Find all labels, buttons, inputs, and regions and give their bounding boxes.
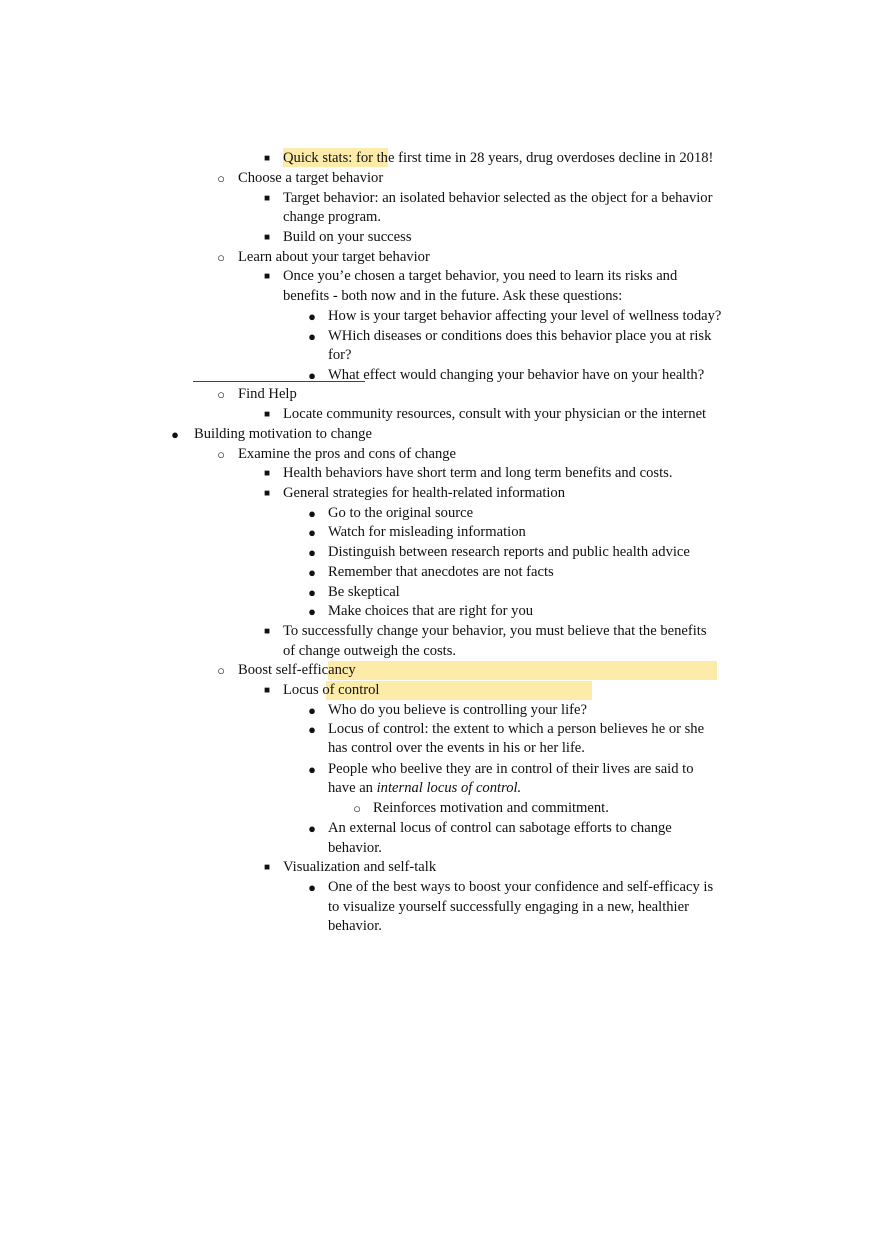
text-line: behavior. (328, 840, 382, 856)
text-line: Health behaviors have short term and long term benefits and costs. (283, 465, 673, 481)
text-line: Boost self-efficancy (238, 662, 356, 678)
text-line: Choose a target behavior (238, 170, 384, 186)
square-bullet-icon: ■ (263, 271, 271, 282)
text-line: Locus of control (283, 682, 380, 698)
circle-bullet-icon: ○ (217, 447, 225, 462)
text-line: Distinguish between research reports and public health advice (328, 544, 690, 560)
circle-bullet-icon: ○ (353, 801, 361, 816)
text-line: Build on your success (283, 229, 412, 245)
text-span: have an (328, 780, 377, 796)
circle-bullet-icon: ○ (217, 663, 225, 678)
italic-term: internal locus of control. (376, 780, 522, 796)
text-line: change program. (283, 209, 382, 225)
text-line: One of the best ways to boost your confidence and self-efficacy is (328, 879, 714, 895)
dot-bullet-icon: ● (308, 309, 316, 324)
text-line: Locus of control: the extent to which a person believes he or she (328, 721, 705, 737)
square-bullet-icon: ■ (263, 468, 271, 479)
text-line: benefits - both now and in the future. Ask these questions: (283, 288, 623, 304)
dot-bullet-icon: ● (308, 722, 316, 737)
text-line: People who beelive they are in control of their lives are said to (328, 761, 694, 777)
dot-bullet-icon: ● (308, 762, 316, 777)
dot-bullet-icon: ● (308, 565, 316, 580)
square-bullet-icon: ■ (263, 153, 271, 164)
text-line: Be skeptical (328, 584, 400, 600)
text-line: WHich diseases or conditions does this behavior place you at risk (328, 328, 712, 344)
text-line: Find Help (238, 386, 297, 402)
square-bullet-icon: ■ (263, 862, 271, 873)
text-line: What effect would changing your behavior have on your health? (328, 367, 705, 383)
text-line: Quick stats: for the first time in 28 years, drug overdoses decline in 2018! (283, 150, 714, 166)
square-bullet-icon: ■ (263, 232, 271, 243)
square-bullet-icon: ■ (263, 488, 271, 499)
text-line (328, 779, 521, 799)
text-line: Watch for misleading information (328, 524, 526, 540)
text-line: Who do you believe is controlling your life? (328, 702, 587, 718)
square-bullet-icon: ■ (263, 685, 271, 696)
dot-bullet-icon: ● (308, 880, 316, 895)
dot-bullet-icon: ● (308, 368, 316, 383)
circle-bullet-icon: ○ (217, 171, 225, 186)
text-line: for? (328, 347, 352, 363)
dot-bullet-icon: ● (308, 821, 316, 836)
text-line: to visualize yourself successfully engaging in a new, healthier (328, 899, 689, 915)
text-line: Examine the pros and cons of change (238, 446, 457, 462)
text-line: Go to the original source (328, 505, 474, 521)
dot-bullet-icon: ● (308, 329, 316, 344)
dot-bullet-icon: ● (308, 604, 316, 619)
highlight-self-efficancy (328, 661, 717, 680)
dot-bullet-icon: ● (171, 427, 179, 442)
text-line: behavior. (328, 918, 382, 934)
text-line: Learn about your target behavior (238, 249, 430, 265)
dot-bullet-icon: ● (308, 585, 316, 600)
square-bullet-icon: ■ (263, 409, 271, 420)
text-line: Visualization and self-talk (283, 859, 437, 875)
circle-bullet-icon: ○ (217, 250, 225, 265)
text-line: Once you’e chosen a target behavior, you need to learn its risks and (283, 268, 678, 284)
text-line: How is your target behavior affecting your level of wellness today? (328, 308, 722, 324)
text-line: of change outweigh the costs. (283, 643, 457, 659)
text-line: has control over the events in his or her life. (328, 740, 585, 756)
text-line: Target behavior: an isolated behavior selected as the object for a behavior (283, 190, 713, 206)
text-line: Locate community resources, consult with your physician or the internet (283, 406, 707, 422)
text-line: Building motivation to change (194, 426, 372, 442)
square-bullet-icon: ■ (263, 626, 271, 637)
dot-bullet-icon: ● (308, 525, 316, 540)
text-line: An external locus of control can sabotage efforts to change (328, 820, 672, 836)
text-line: Reinforces motivation and commitment. (373, 800, 609, 816)
text-line: General strategies for health-related information (283, 485, 566, 501)
dot-bullet-icon: ● (308, 506, 316, 521)
dot-bullet-icon: ● (308, 545, 316, 560)
circle-bullet-icon: ○ (217, 387, 225, 402)
square-bullet-icon: ■ (263, 193, 271, 204)
text-line: Remember that anecdotes are not facts (328, 564, 554, 580)
text-line: To successfully change your behavior, you must believe that the benefits (283, 623, 707, 639)
dot-bullet-icon: ● (308, 703, 316, 718)
text-line: Make choices that are right for you (328, 603, 534, 619)
